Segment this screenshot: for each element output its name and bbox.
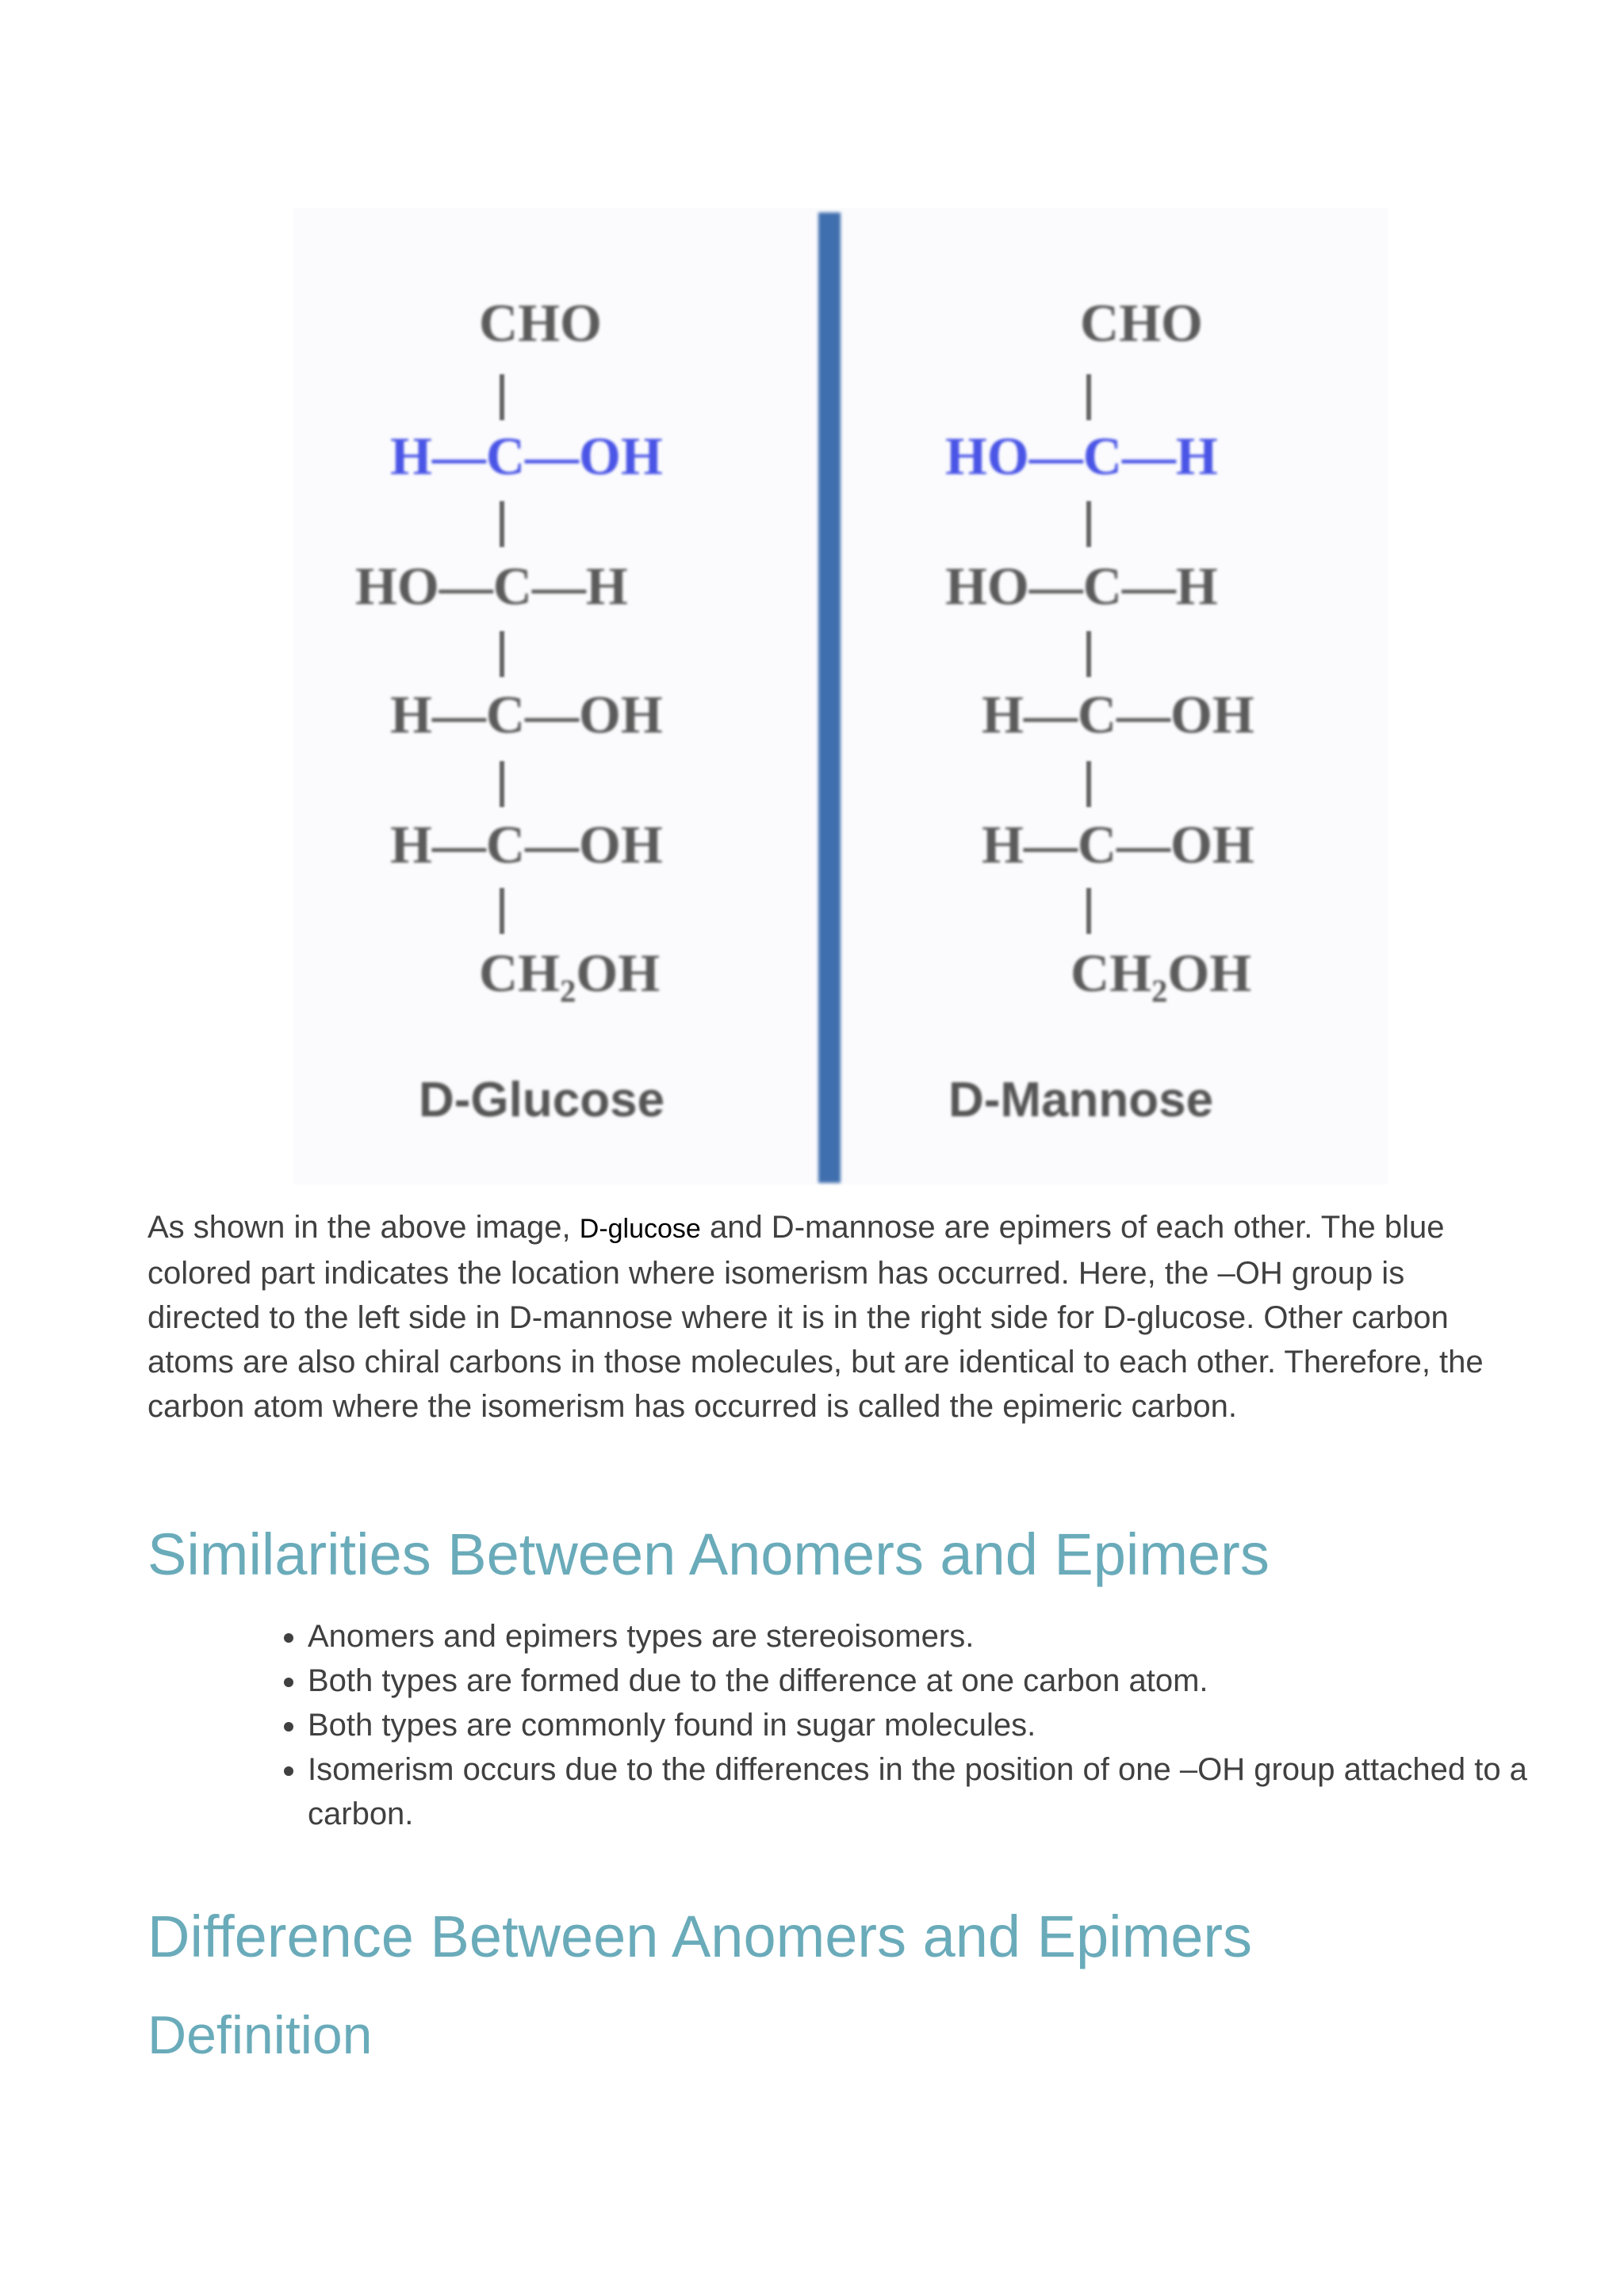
glucose-bond-1 bbox=[500, 374, 504, 420]
similarities-heading: Similarities Between Anomers and Epimers bbox=[147, 1521, 1270, 1587]
glucose-row-5: H—C—OH bbox=[390, 814, 663, 874]
glucose-bond-2 bbox=[500, 501, 504, 547]
mannose-row-1: CHO bbox=[1080, 293, 1203, 353]
mannose-row-6: CH₂OH bbox=[1071, 943, 1252, 1003]
glucose-row-6: CH₂OH bbox=[479, 943, 661, 1003]
mannose-caption: D-Mannose bbox=[948, 1073, 1214, 1127]
mannose-bond-1 bbox=[1086, 374, 1091, 420]
glucose-bond-5 bbox=[500, 888, 504, 934]
difference-heading: Difference Between Anomers and Epimers bbox=[147, 1904, 1253, 1969]
mannose-row-3: HO—C—H bbox=[945, 556, 1218, 616]
glucose-bond-4 bbox=[500, 761, 504, 807]
list-item: • Isomerism occurs due to the differences in the position of one –OH group attached to a carbon. bbox=[308, 1747, 1545, 1836]
list-item: • Both types are commonly found in sugar molecules. bbox=[308, 1703, 1545, 1747]
paragraph-rest: and D-mannose are epimers of each other. The blue colored part indicates the location where isomerism has occurred. Here, the –OH group is directed to the left side in D-mannose where it is in the right side for D-glucose. Other carbon atoms are also chiral carbons in those molecules, but are identical to each other. Therefore, the carbon atom where the isomerism has occurred is called the epimeric carbon. bbox=[147, 1210, 1484, 1424]
definition-subheading: Definition bbox=[147, 2005, 373, 2065]
similarities-list bbox=[254, 1614, 1545, 1836]
mannose-row-5: H—C—OH bbox=[982, 814, 1254, 874]
glucose-row-1: CHO bbox=[479, 293, 602, 353]
mannose-bond-5 bbox=[1086, 888, 1091, 934]
mannose-bond-2 bbox=[1086, 501, 1091, 547]
paragraph-lead: As shown in the above image, bbox=[147, 1210, 580, 1245]
mannose-row-4: H—C—OH bbox=[982, 684, 1254, 744]
list-item: • Anomers and epimers types are stereoisomers. bbox=[308, 1614, 1545, 1659]
list-item: • Both types are formed due to the difference at one carbon atom. bbox=[308, 1659, 1545, 1703]
body-paragraph bbox=[147, 1205, 1496, 1429]
mannose-row-2: HO—C—H bbox=[945, 426, 1218, 486]
glucose-bond-3 bbox=[500, 631, 504, 677]
mannose-bond-3 bbox=[1086, 631, 1091, 677]
glucose-row-3: HO—C—H bbox=[355, 556, 628, 616]
glucose-row-2: H—C—OH bbox=[390, 426, 663, 486]
mannose-bond-4 bbox=[1086, 761, 1091, 807]
figure-divider bbox=[818, 212, 841, 1183]
glucose-row-4: H—C—OH bbox=[390, 684, 663, 744]
glucose-caption: D-Glucose bbox=[419, 1073, 665, 1127]
paragraph-term: D-glucose bbox=[579, 1214, 701, 1244]
